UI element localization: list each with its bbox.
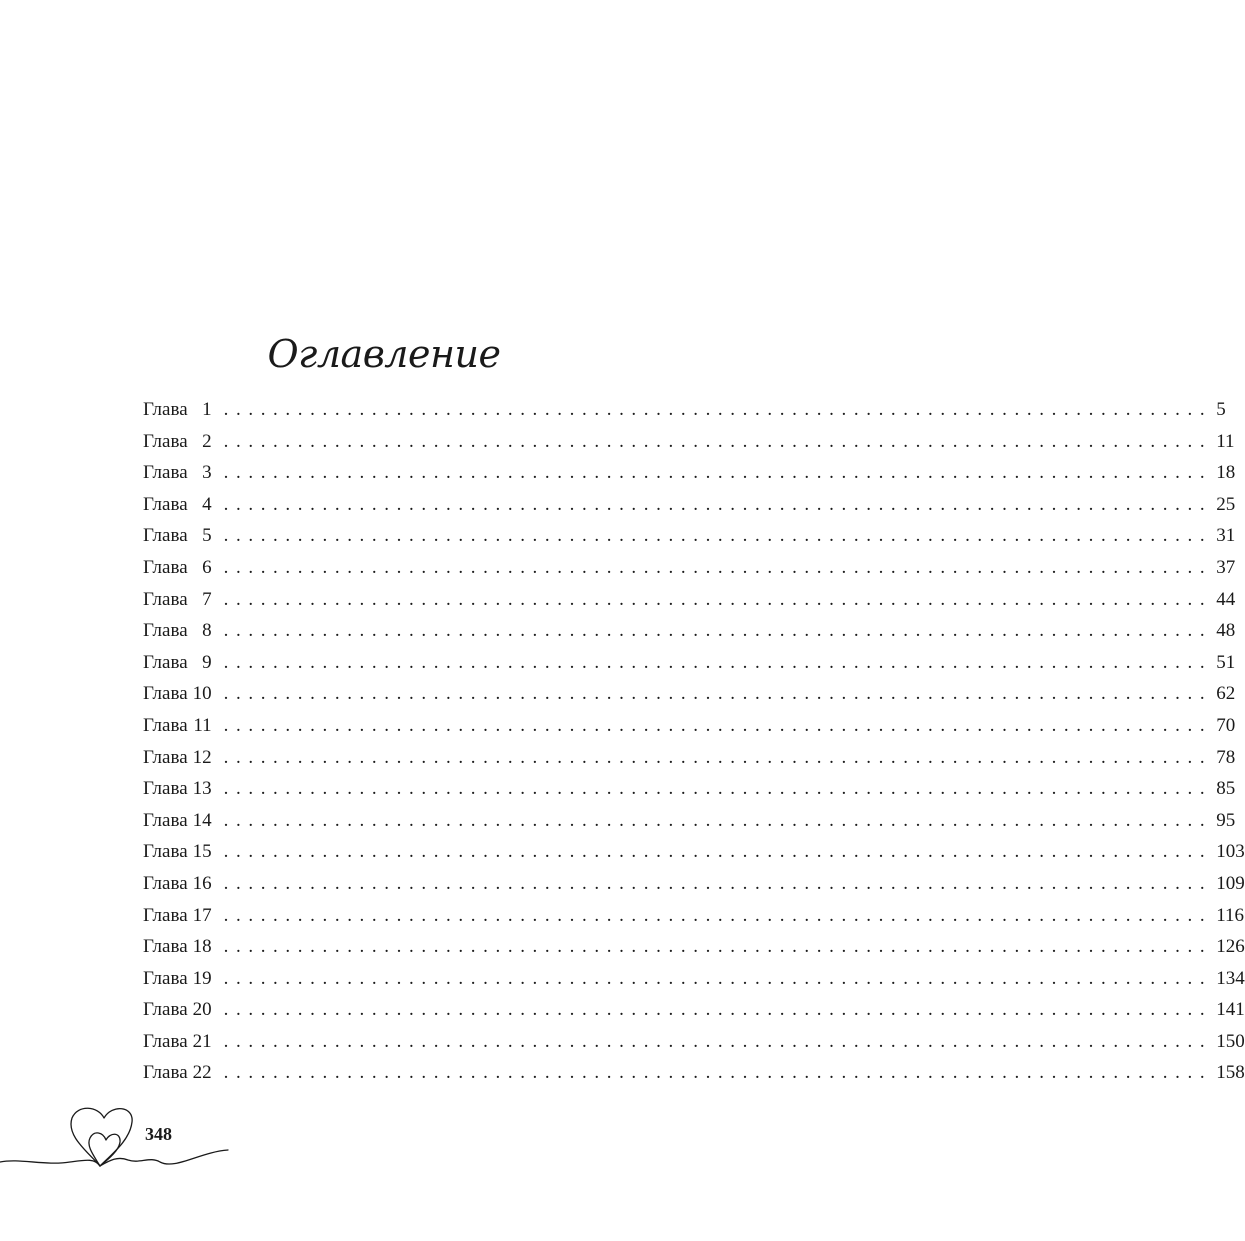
toc-entry[interactable] <box>143 900 1245 932</box>
toc-entry[interactable] <box>143 994 1245 1026</box>
toc-chapter-word: Глава <box>143 430 188 452</box>
toc-chapter-number: 17 <box>192 904 212 926</box>
toc-chapter-number: 3 <box>202 462 212 484</box>
toc-page-number: 134 <box>1216 967 1245 989</box>
toc-page-number: 37 <box>1216 556 1236 578</box>
toc-chapter-word: Глава <box>143 493 188 515</box>
toc-page-number: 11 <box>1216 430 1235 452</box>
toc-chapter-word: Глава <box>143 1030 188 1052</box>
toc-dot-leader: . . . . . . . . . . . . . . . . . . . . . . . . . . . . . . . . . . . . . . . . . . . . . . . . . . . . . . . . . . . . . . . . . . . . . . . . . . . . . . . . <box>223 809 1213 831</box>
toc-dot-leader: . . . . . . . . . . . . . . . . . . . . . . . . . . . . . . . . . . . . . . . . . . . . . . . . . . . . . . . . . . . . . . . . . . . . . . . . . . . . . . . . <box>223 525 1213 547</box>
toc-page-number: 18 <box>1216 462 1236 484</box>
toc-page-number: 78 <box>1216 746 1236 768</box>
toc-page-number: 95 <box>1216 809 1236 831</box>
toc-chapter-label <box>143 678 212 710</box>
toc-chapter-label <box>143 994 212 1026</box>
toc-page-number: 150 <box>1216 1030 1245 1052</box>
toc-page-number: 62 <box>1216 683 1236 705</box>
toc-chapter-number: 2 <box>202 430 212 452</box>
toc-chapter-word: Глава <box>143 620 188 642</box>
toc-chapter-word: Глава <box>143 904 188 926</box>
toc-entry[interactable] <box>143 678 1236 710</box>
toc-chapter-word: Глава <box>143 809 188 831</box>
toc-page-number: 85 <box>1216 778 1236 800</box>
toc-chapter-word: Глава <box>143 778 188 800</box>
toc-page-number: 126 <box>1216 936 1245 958</box>
toc-dot-leader: . . . . . . . . . . . . . . . . . . . . . . . . . . . . . . . . . . . . . . . . . . . . . . . . . . . . . . . . . . . . . . . . . . . . . . . . . . . . . . . . <box>223 778 1213 800</box>
toc-dot-leader: . . . . . . . . . . . . . . . . . . . . . . . . . . . . . . . . . . . . . . . . . . . . . . . . . . . . . . . . . . . . . . . . . . . . . . . . . . . . . . . . <box>223 936 1213 958</box>
toc-entry[interactable] <box>143 1057 1245 1089</box>
toc-entry[interactable] <box>143 868 1245 900</box>
toc-entry[interactable] <box>143 963 1245 995</box>
toc-chapter-label <box>143 520 212 552</box>
toc-dot-leader: . . . . . . . . . . . . . . . . . . . . . . . . . . . . . . . . . . . . . . . . . . . . . . . . . . . . . . . . . . . . . . . . . . . . . . . . . . . . . . . . <box>223 651 1213 673</box>
toc-entry[interactable] <box>143 1026 1245 1058</box>
toc-chapter-number: 15 <box>192 841 212 863</box>
toc-dot-leader: . . . . . . . . . . . . . . . . . . . . . . . . . . . . . . . . . . . . . . . . . . . . . . . . . . . . . . . . . . . . . . . . . . . . . . . . . . . . . . . . <box>223 746 1213 768</box>
toc-chapter-label <box>143 394 212 426</box>
toc-page-number: 44 <box>1216 588 1236 610</box>
toc-dot-leader: . . . . . . . . . . . . . . . . . . . . . . . . . . . . . . . . . . . . . . . . . . . . . . . . . . . . . . . . . . . . . . . . . . . . . . . . . . . . . . . . <box>223 620 1213 642</box>
toc-entry[interactable] <box>143 805 1236 837</box>
toc-page-number: 25 <box>1216 493 1236 515</box>
toc-dot-leader: . . . . . . . . . . . . . . . . . . . . . . . . . . . . . . . . . . . . . . . . . . . . . . . . . . . . . . . . . . . . . . . . . . . . . . . . . . . . . . . . <box>223 430 1213 452</box>
toc-chapter-word: Глава <box>143 967 188 989</box>
toc-chapter-number: 6 <box>202 556 212 578</box>
toc-dot-leader: . . . . . . . . . . . . . . . . . . . . . . . . . . . . . . . . . . . . . . . . . . . . . . . . . . . . . . . . . . . . . . . . . . . . . . . . . . . . . . . . <box>223 1030 1213 1052</box>
toc-chapter-word: Глава <box>143 651 188 673</box>
toc-entry[interactable] <box>143 457 1236 489</box>
toc-chapter-label <box>143 963 212 995</box>
toc-chapter-label <box>143 805 212 837</box>
toc-dot-leader: . . . . . . . . . . . . . . . . . . . . . . . . . . . . . . . . . . . . . . . . . . . . . . . . . . . . . . . . . . . . . . . . . . . . . . . . . . . . . . . . <box>223 967 1213 989</box>
toc-dot-leader: . . . . . . . . . . . . . . . . . . . . . . . . . . . . . . . . . . . . . . . . . . . . . . . . . . . . . . . . . . . . . . . . . . . . . . . . . . . . . . . . <box>223 399 1213 420</box>
toc-page-number: 109 <box>1216 872 1245 894</box>
toc-dot-leader: . . . . . . . . . . . . . . . . . . . . . . . . . . . . . . . . . . . . . . . . . . . . . . . . . . . . . . . . . . . . . . . . . . . . . . . . . . . . . . . . <box>223 1062 1213 1084</box>
toc-chapter-word: Глава <box>143 841 188 863</box>
toc-chapter-number: 21 <box>192 1030 212 1052</box>
toc-page-number: 103 <box>1216 841 1245 863</box>
toc-chapter-number: 13 <box>192 778 212 800</box>
toc-page-number: 158 <box>1216 1062 1245 1084</box>
toc-chapter-label <box>143 900 212 932</box>
toc-page-number: 31 <box>1216 525 1236 547</box>
toc-chapter-number: 22 <box>192 1062 212 1084</box>
toc-dot-leader: . . . . . . . . . . . . . . . . . . . . . . . . . . . . . . . . . . . . . . . . . . . . . . . . . . . . . . . . . . . . . . . . . . . . . . . . . . . . . . . . <box>223 904 1213 926</box>
toc-entry[interactable] <box>143 520 1236 552</box>
toc-chapter-label <box>143 615 212 647</box>
toc-chapter-word: Глава <box>143 999 188 1021</box>
toc-chapter-number: 5 <box>202 525 212 547</box>
toc-chapter-label <box>143 647 212 679</box>
toc-page-number: 116 <box>1216 904 1245 926</box>
toc-chapter-number: 16 <box>192 872 212 894</box>
toc-entry[interactable] <box>143 489 1236 521</box>
toc-page-number: 141 <box>1216 999 1245 1021</box>
toc-chapter-number: 10 <box>192 683 212 705</box>
toc-dot-leader: . . . . . . . . . . . . . . . . . . . . . . . . . . . . . . . . . . . . . . . . . . . . . . . . . . . . . . . . . . . . . . . . . . . . . . . . . . . . . . . . <box>223 493 1213 515</box>
toc-chapter-word: Глава <box>143 936 188 958</box>
toc-chapter-number: 14 <box>192 809 212 831</box>
toc-entry[interactable] <box>143 552 1236 584</box>
toc-entry[interactable] <box>143 647 1236 679</box>
toc-chapter-number: 12 <box>192 746 212 768</box>
toc-page-number: 51 <box>1216 651 1236 673</box>
toc-chapter-word: Глава <box>143 556 188 578</box>
toc-entry[interactable] <box>143 836 1245 868</box>
toc-chapter-label <box>143 1026 212 1058</box>
toc-chapter-word: Глава <box>143 1062 188 1084</box>
toc-chapter-number: 20 <box>192 999 212 1021</box>
toc-chapter-number: 19 <box>192 967 212 989</box>
toc-chapter-label <box>143 868 212 900</box>
toc-chapter-label <box>143 552 212 584</box>
toc-chapter-number: 8 <box>202 620 212 642</box>
toc-chapter-label <box>143 710 212 742</box>
toc-page-number: 5 <box>1216 399 1226 420</box>
toc-chapter-word: Глава <box>143 714 188 736</box>
toc-chapter-word: Глава <box>143 399 188 420</box>
toc-chapter-label <box>143 1057 212 1089</box>
toc-entry[interactable] <box>143 931 1245 963</box>
toc-chapter-word: Глава <box>143 588 188 610</box>
toc-entry[interactable] <box>143 394 1226 426</box>
toc-chapter-label <box>143 489 212 521</box>
toc-dot-leader: . . . . . . . . . . . . . . . . . . . . . . . . . . . . . . . . . . . . . . . . . . . . . . . . . . . . . . . . . . . . . . . . . . . . . . . . . . . . . . . . <box>223 556 1213 578</box>
page-number: 348 <box>145 1124 172 1144</box>
toc-chapter-label <box>143 426 212 458</box>
hearts-line-ornament-icon <box>0 1100 240 1180</box>
toc-entry[interactable] <box>143 615 1236 647</box>
toc-chapter-number: 18 <box>192 936 212 958</box>
toc-entry[interactable] <box>143 710 1236 742</box>
toc-chapter-label <box>143 836 212 868</box>
toc-chapter-label <box>143 584 212 616</box>
toc-dot-leader: . . . . . . . . . . . . . . . . . . . . . . . . . . . . . . . . . . . . . . . . . . . . . . . . . . . . . . . . . . . . . . . . . . . . . . . . . . . . . . . . <box>223 841 1213 863</box>
toc-entry[interactable] <box>143 742 1236 774</box>
table-of-contents <box>143 394 1245 1089</box>
toc-entry[interactable] <box>143 584 1236 616</box>
toc-chapter-number: 4 <box>202 493 212 515</box>
toc-chapter-label <box>143 457 212 489</box>
toc-entry[interactable] <box>143 426 1235 458</box>
toc-dot-leader: . . . . . . . . . . . . . . . . . . . . . . . . . . . . . . . . . . . . . . . . . . . . . . . . . . . . . . . . . . . . . . . . . . . . . . . . . . . . . . . . <box>223 462 1213 484</box>
toc-dot-leader: . . . . . . . . . . . . . . . . . . . . . . . . . . . . . . . . . . . . . . . . . . . . . . . . . . . . . . . . . . . . . . . . . . . . . . . . . . . . . . . . <box>223 714 1213 736</box>
toc-page-number: 48 <box>1216 620 1236 642</box>
toc-entry[interactable] <box>143 773 1236 805</box>
toc-chapter-label <box>143 931 212 963</box>
toc-chapter-word: Глава <box>143 525 188 547</box>
toc-dot-leader: . . . . . . . . . . . . . . . . . . . . . . . . . . . . . . . . . . . . . . . . . . . . . . . . . . . . . . . . . . . . . . . . . . . . . . . . . . . . . . . . <box>223 683 1213 705</box>
toc-chapter-number: 9 <box>202 651 212 673</box>
toc-chapter-word: Глава <box>143 872 188 894</box>
page-title: Оглавление <box>267 332 501 376</box>
toc-chapter-word: Глава <box>143 683 188 705</box>
toc-dot-leader: . . . . . . . . . . . . . . . . . . . . . . . . . . . . . . . . . . . . . . . . . . . . . . . . . . . . . . . . . . . . . . . . . . . . . . . . . . . . . . . . <box>223 872 1213 894</box>
toc-chapter-number: 1 <box>202 399 212 420</box>
toc-dot-leader: . . . . . . . . . . . . . . . . . . . . . . . . . . . . . . . . . . . . . . . . . . . . . . . . . . . . . . . . . . . . . . . . . . . . . . . . . . . . . . . . <box>223 999 1213 1021</box>
toc-dot-leader: . . . . . . . . . . . . . . . . . . . . . . . . . . . . . . . . . . . . . . . . . . . . . . . . . . . . . . . . . . . . . . . . . . . . . . . . . . . . . . . . <box>223 588 1213 610</box>
toc-chapter-label <box>143 773 212 805</box>
toc-chapter-number: 11 <box>193 714 212 736</box>
toc-page-number: 70 <box>1216 714 1236 736</box>
toc-chapter-label <box>143 742 212 774</box>
toc-chapter-word: Глава <box>143 462 188 484</box>
toc-chapter-number: 7 <box>202 588 212 610</box>
toc-chapter-word: Глава <box>143 746 188 768</box>
